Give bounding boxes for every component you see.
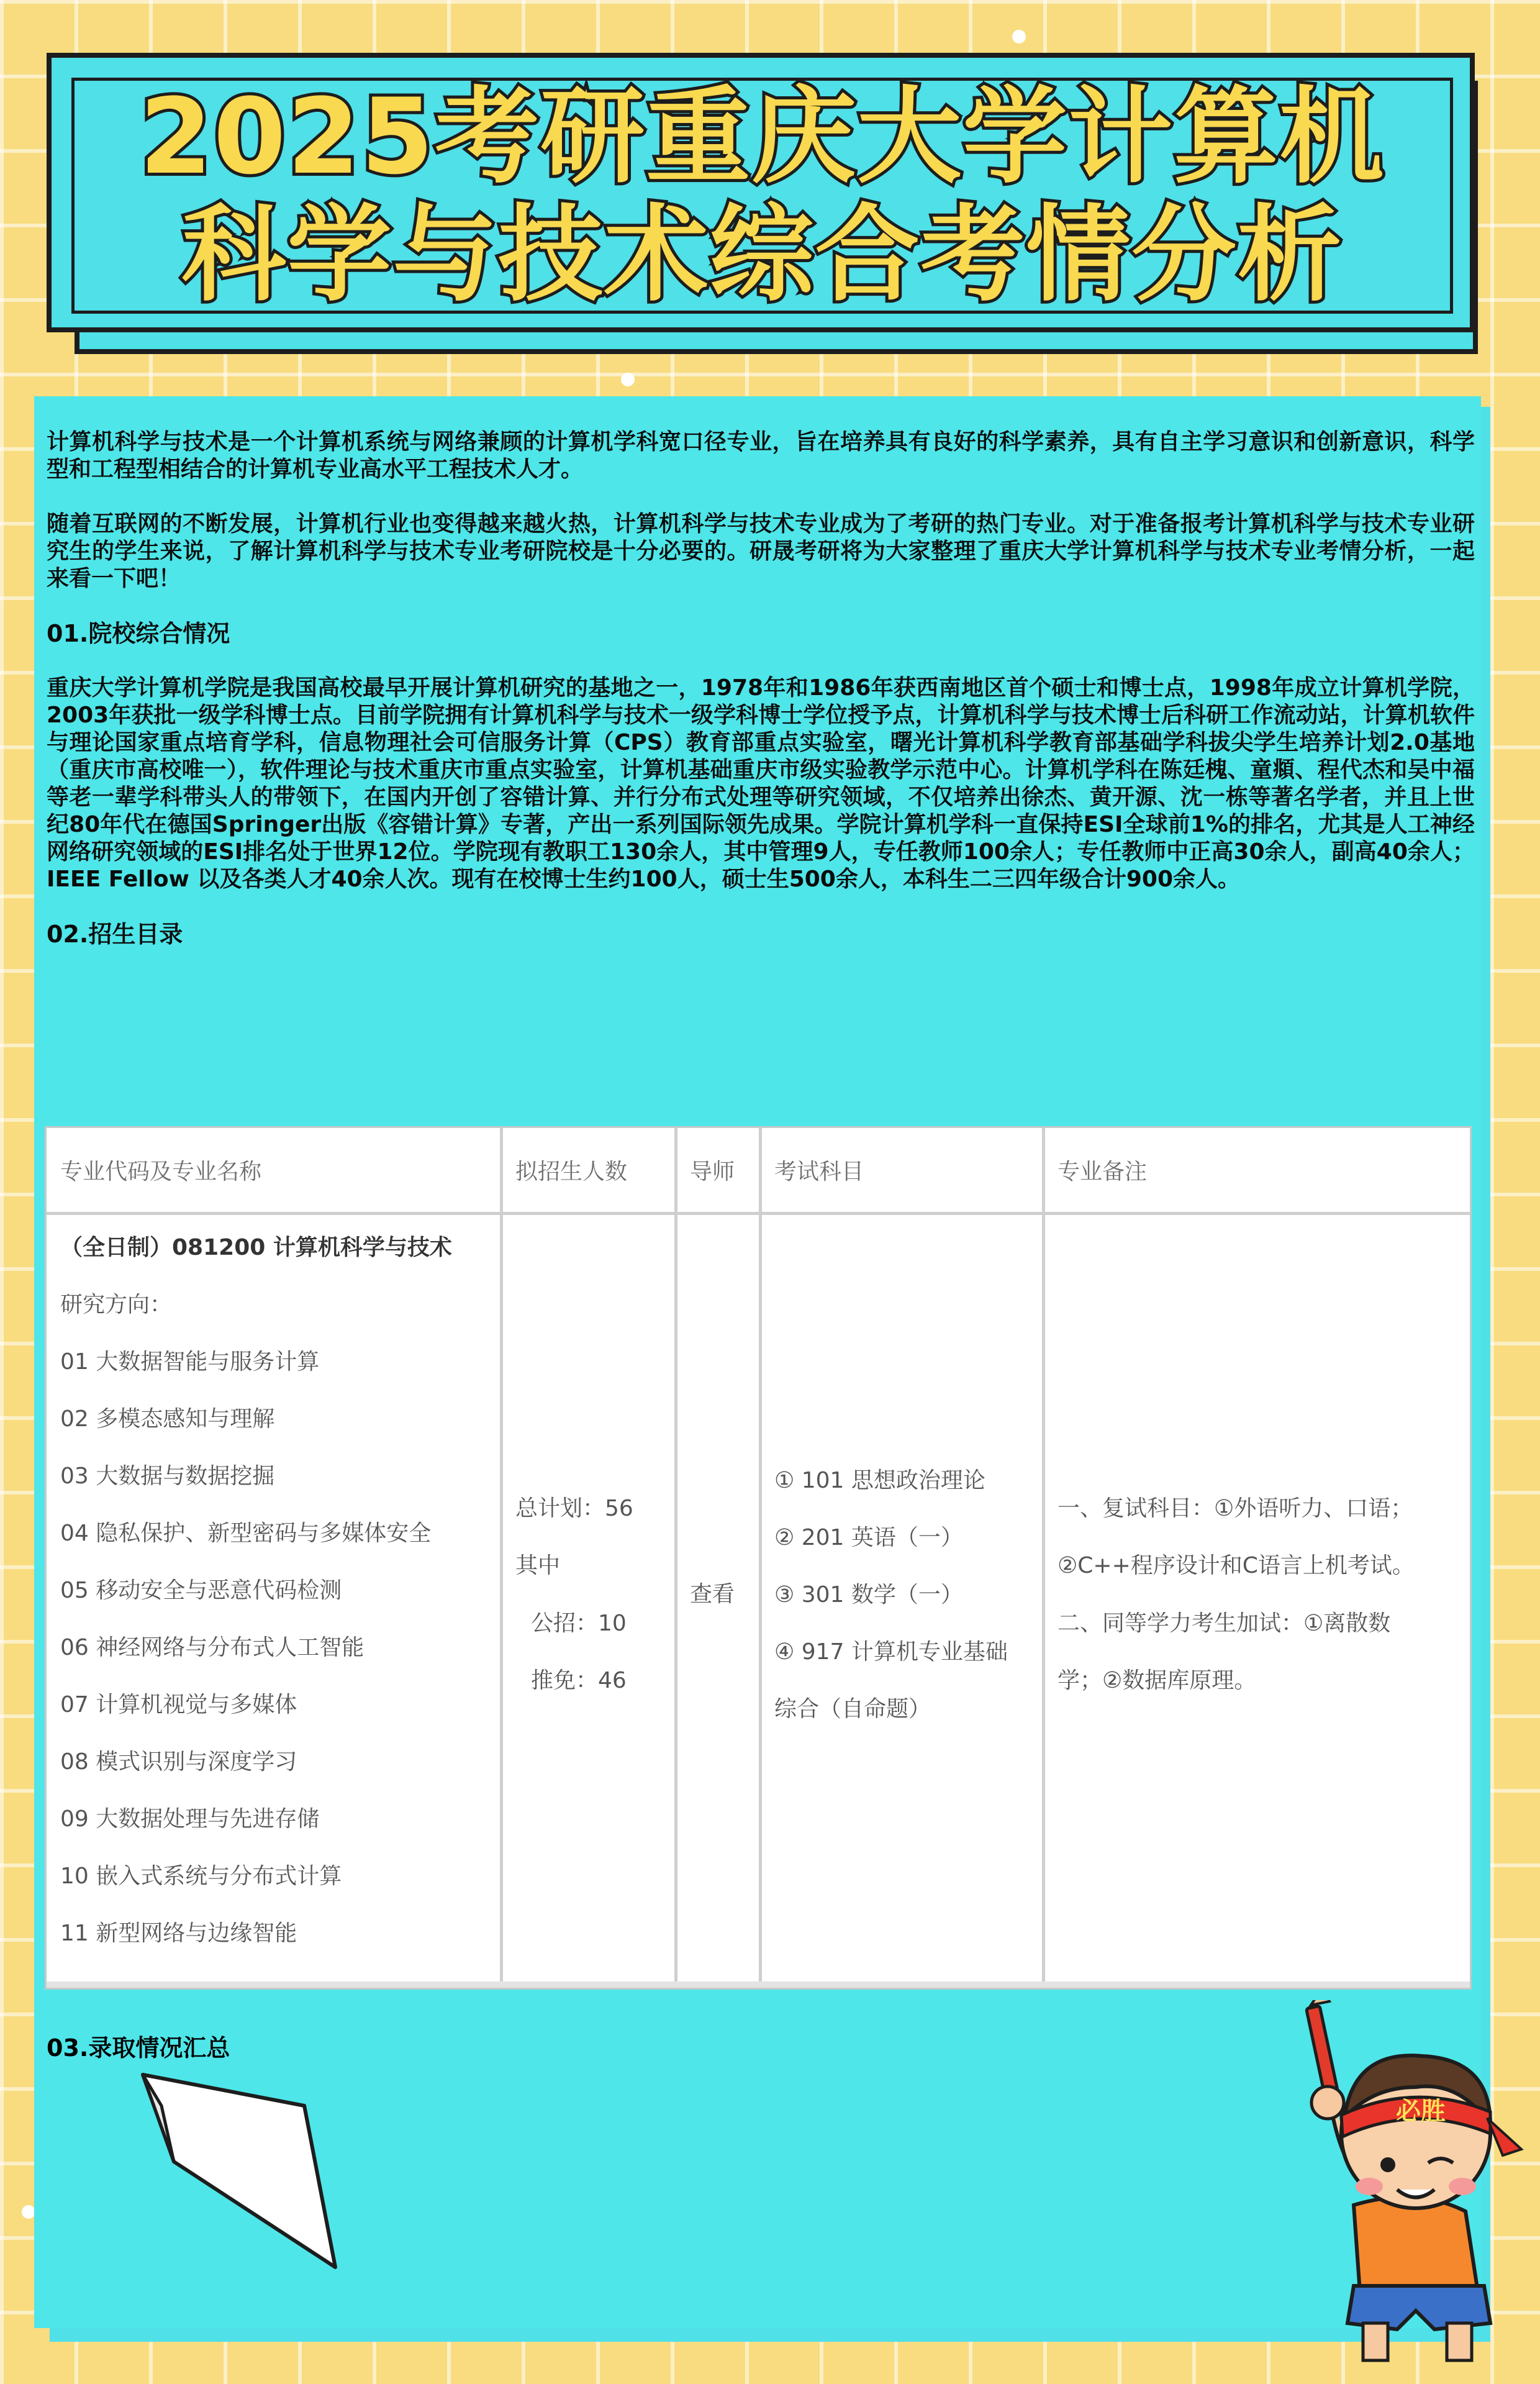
enrollment-table [45, 1126, 1472, 1990]
intro-paragraph-2: 随着互联网的不断发展，计算机行业也变得越来越火热，计算机科学与技术专业成为了考研的热门专业。对于准备报考计算机科学与技术专业研究生的学生来说，了解计算机科学与技术专业考研院校是十分必要的。研晟考研将为大家整理了重庆大学计算机科学与技术专业考情分析，一起来看一下吧！ [47, 511, 1475, 591]
column-divider [674, 1128, 677, 1988]
subject-item: ③ 301 数学（一） [774, 1582, 963, 1608]
direction-item: 09 大数据处理与先进存储 [60, 1806, 320, 1832]
table-bottom-border [47, 1981, 1470, 1988]
section-1-body: 重庆大学计算机学院是我国高校最早开展计算机研究的基地之一，1978年和1986年获西南地区首个硕士和博士点，1998年成立计算机学院，2003年获批一级学科博士点。目前学院拥有计算机科学与技术一级学科博士学位授予点，计算机科学与技术博士后科研工作流动站，计算机软件与理论国家重点培育学科，信息物理社会可信服务计算（CPS）教育部重点实验室，曙光计算机科学教育部基础学科拔尖学生培养计划2.0基地（重庆市高校唯一），软件理论与技术重庆市重点实验室，计算机基础重庆市级实验教学示范中心。计算机学科在陈廷槐、童頫、程代杰和吴中福等老一辈学科带头人的带领下，在国内开创了容错计算、并行分布式处理等研究领域，不仅培养出徐杰、黄开源、沈一栋等著名学者，并且上世纪80年代在德国Springer出版《容错计算》专著，产出一系列国际领先成果。学院计算机学科一直保持ESI全球前1%的排名，尤其是人工神经网络研究领域的ESI排名处于世界12位。学院现有教职工130余人，其中管理9人，专任教师100余人；专任教师中正高30余人，副高40余人；IEEE Fellow 以及各类人才40余人次。现有在校博士生约100人，硕士生500余人，本科生二三四年级合计900余人。 [47, 675, 1475, 892]
enrollment-total: 总计划：56 [515, 1496, 633, 1521]
direction-item: 03 大数据与数据挖掘 [60, 1463, 275, 1489]
direction-item: 02 多模态感知与理解 [60, 1406, 275, 1432]
note-line: 一、复试科目：①外语听力、口语； [1058, 1496, 1413, 1521]
header-enrollment: 拟招生人数 [515, 1159, 628, 1185]
header-major: 专业代码及专业名称 [60, 1159, 262, 1185]
enrollment-public: 公招：10 [531, 1611, 627, 1636]
header-advisor: 导师 [690, 1159, 735, 1185]
enrollment-recommended: 推免：46 [531, 1668, 627, 1693]
direction-item: 11 新型网络与边缘智能 [60, 1921, 297, 1946]
direction-item: 08 模式识别与深度学习 [60, 1749, 297, 1775]
directions-label: 研究方向： [60, 1292, 173, 1317]
note-line: 二、同等学力考生加试：①离散数 [1058, 1611, 1391, 1636]
intro-paragraph-1: 计算机科学与技术是一个计算机系统与网络兼顾的计算机学科宽口径专业，旨在培养具有良好的科学素养，具有自主学习意识和创新意识，科学型和工程型相结合的计算机专业高水平工程技术人才。 [47, 429, 1475, 482]
direction-item: 05 移动安全与恶意代码检测 [60, 1578, 342, 1603]
direction-item: 10 嵌入式系统与分布式计算 [60, 1863, 342, 1889]
column-divider [500, 1128, 503, 1988]
header-notes: 专业备注 [1058, 1159, 1148, 1185]
subject-item: ① 101 思想政治理论 [774, 1468, 985, 1493]
direction-item: 01 大数据智能与服务计算 [60, 1349, 320, 1375]
subject-item: 综合（自命题） [774, 1696, 931, 1722]
enrollment-of-which: 其中 [515, 1553, 561, 1578]
subject-item: ② 201 英语（一） [774, 1525, 963, 1550]
title-line-1: 2025考研重庆大学计算机 [139, 76, 1385, 198]
direction-item: 07 计算机视觉与多媒体 [60, 1692, 297, 1717]
note-line: ②C++程序设计和C语言上机考试。 [1058, 1553, 1415, 1578]
title-line-2: 科学与技术综合考情分析 [181, 194, 1343, 316]
direction-item: 06 神经网络与分布式人工智能 [60, 1635, 365, 1660]
major-cell [60, 1234, 482, 1977]
column-divider [1042, 1128, 1045, 1988]
article-content [47, 429, 1475, 948]
background-dot [1012, 30, 1026, 43]
section-2-heading: 02.招生目录 [47, 921, 183, 948]
subject-item: ④ 917 计算机专业基础 [774, 1639, 1008, 1665]
header-subjects: 考试科目 [774, 1159, 864, 1185]
section-3-heading: 03.录取情况汇总 [47, 2034, 230, 2062]
page-title [71, 78, 1453, 314]
paper-sheet-icon [137, 2068, 342, 2273]
background-dot [621, 373, 635, 386]
note-line: 学；②数据库原理。 [1058, 1668, 1257, 1693]
headband-text: 必胜 [1396, 2097, 1446, 2126]
cartoon-student-icon [1230, 2000, 1528, 2373]
advisor-link[interactable]: 查看 [690, 1581, 735, 1607]
direction-item: 04 隐私保护、新型密码与多媒体安全 [60, 1521, 432, 1546]
background-dot [22, 2205, 35, 2219]
column-divider [759, 1128, 762, 1988]
major-name: （全日制）081200 计算机科学与技术 [60, 1235, 452, 1260]
section-1-heading: 01.院校综合情况 [47, 620, 230, 647]
